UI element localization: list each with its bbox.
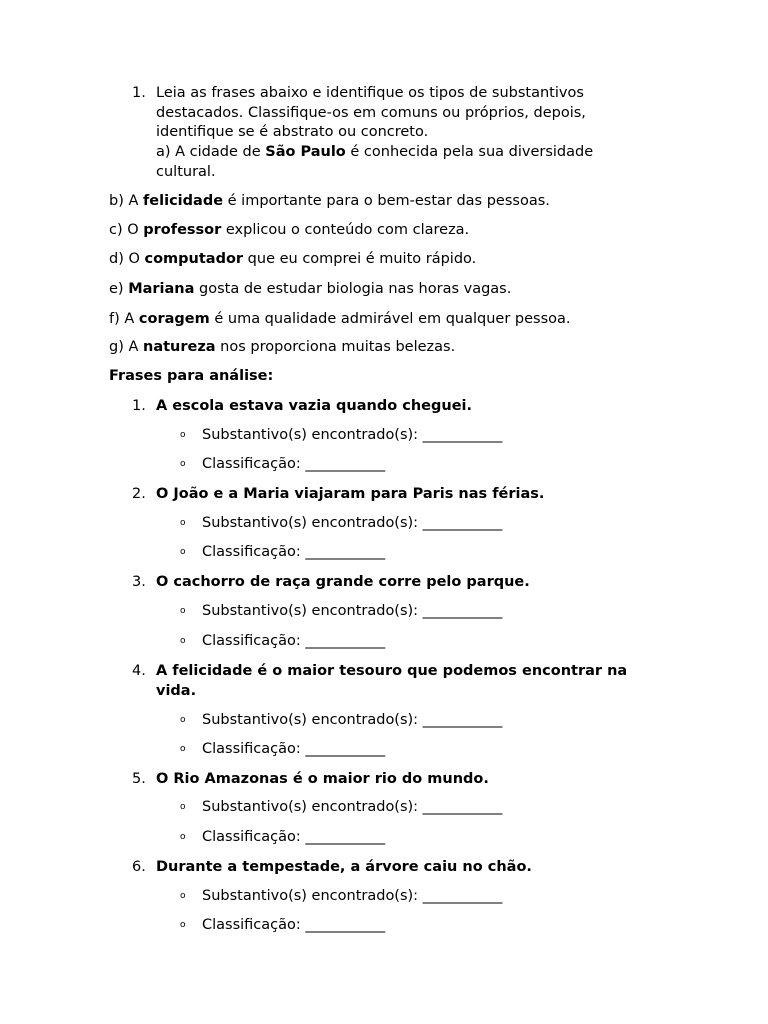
item-suffix: explicou o conteúdo com clareza. — [221, 222, 470, 238]
answer-label: Substantivo(s) encontrado(s): ___________ — [202, 515, 503, 531]
answer-label: Classificação: ___________ — [202, 917, 386, 933]
item-prefix: g) A — [109, 339, 143, 355]
question-5 — [132, 770, 632, 790]
item-noun: natureza — [143, 339, 216, 355]
answer-line-classificacao — [180, 544, 385, 560]
item-b — [109, 193, 550, 209]
bullet-icon: o — [180, 744, 186, 754]
item-noun: coragem — [138, 311, 210, 327]
answer-label: Substantivo(s) encontrado(s): ___________ — [202, 712, 503, 728]
item-suffix: gosta de estudar biologia nas horas vagas. — [194, 281, 512, 297]
answer-label: Classificação: ___________ — [202, 544, 386, 560]
bullet-icon: o — [180, 459, 186, 469]
question-number: 4. — [132, 663, 146, 679]
item-noun: felicidade — [143, 193, 224, 209]
item-prefix: b) A — [109, 193, 143, 209]
item-noun: Mariana — [128, 281, 195, 297]
bullet-icon: o — [180, 430, 186, 440]
item-e — [109, 281, 511, 297]
question-number: 5. — [132, 771, 146, 787]
answer-label: Substantivo(s) encontrado(s): ___________ — [202, 427, 503, 443]
item-prefix: c) O — [109, 222, 144, 238]
item-a-noun: São Paulo — [265, 144, 346, 161]
item-d — [109, 251, 476, 267]
bullet-icon: o — [180, 920, 186, 930]
bullet-icon: o — [180, 832, 186, 842]
question-2 — [132, 485, 632, 505]
bullet-icon: o — [180, 547, 186, 557]
answer-label: Substantivo(s) encontrado(s): ___________ — [202, 888, 503, 904]
question-text: O João e a Maria viajaram para Paris nas férias. — [156, 486, 545, 502]
question-1 — [132, 397, 632, 417]
answer-line-substantivo — [180, 515, 502, 531]
question-3 — [132, 573, 632, 593]
item-suffix: é importante para o bem-estar das pessoas. — [223, 193, 550, 209]
answer-line-substantivo — [180, 799, 502, 815]
item-a-prefix: a) A cidade de — [156, 144, 266, 161]
item-noun: professor — [143, 222, 222, 238]
question-number: 1. — [132, 398, 146, 414]
answer-line-classificacao — [180, 917, 385, 933]
answer-label: Substantivo(s) encontrado(s): ___________ — [202, 603, 503, 619]
bullet-icon: o — [180, 636, 186, 646]
question-number: 2. — [132, 486, 146, 502]
instruction-text: Leia as frases abaixo e identifique os tipos de substantivos destacados. Classifique-os em comuns ou próprios, depois, identifique se é abstrato ou concreto. — [156, 85, 586, 141]
item-g — [109, 339, 455, 355]
answer-line-classificacao — [180, 741, 385, 757]
answer-line-classificacao — [180, 633, 385, 649]
bullet-icon: o — [180, 606, 186, 616]
answer-line-substantivo — [180, 712, 502, 728]
answer-label: Classificação: ___________ — [202, 741, 386, 757]
answer-line-classificacao — [180, 829, 385, 845]
question-text: O Rio Amazonas é o maior rio do mundo. — [156, 771, 489, 787]
question-number: 6. — [132, 859, 146, 875]
item-noun: computador — [144, 251, 244, 267]
answer-label: Classificação: ___________ — [202, 456, 386, 472]
bullet-icon: o — [180, 802, 186, 812]
question-6 — [132, 858, 632, 878]
question-text: A escola estava vazia quando cheguei. — [156, 398, 473, 414]
answer-line-substantivo — [180, 888, 502, 904]
question-text: Durante a tempestade, a árvore caiu no chão. — [156, 859, 532, 875]
item-prefix: f) A — [109, 311, 139, 327]
bullet-icon: o — [180, 518, 186, 528]
item-a — [156, 144, 593, 180]
section-title — [109, 368, 273, 384]
item-prefix: e) — [109, 281, 129, 297]
item-a-suffix: é conhecida pela sua diversidade cultural. — [156, 144, 594, 180]
item-suffix: é uma qualidade admirável em qualquer pessoa. — [209, 311, 571, 327]
item-c — [109, 222, 469, 238]
question-number: 3. — [132, 574, 146, 590]
question-text: O cachorro de raça grande corre pelo parque. — [156, 574, 530, 590]
answer-line-substantivo — [180, 427, 502, 443]
instruction-number: 1. — [132, 85, 146, 101]
item-suffix: que eu comprei é muito rápido. — [243, 251, 477, 267]
answer-label: Classificação: ___________ — [202, 633, 386, 649]
answer-line-substantivo — [180, 603, 502, 619]
question-4 — [132, 662, 632, 701]
question-text: A felicidade é o maior tesouro que podemos encontrar na vida. — [156, 663, 628, 699]
item-suffix: nos proporciona muitas belezas. — [215, 339, 456, 355]
section-title-text: Frases para análise: — [109, 368, 274, 384]
answer-label: Classificação: ___________ — [202, 829, 386, 845]
answer-line-classificacao — [180, 456, 385, 472]
bullet-icon: o — [180, 715, 186, 725]
answer-label: Substantivo(s) encontrado(s): ___________ — [202, 799, 503, 815]
bullet-icon: o — [180, 891, 186, 901]
item-prefix: d) O — [109, 251, 145, 267]
item-f — [109, 311, 571, 327]
instruction-block — [132, 84, 632, 183]
